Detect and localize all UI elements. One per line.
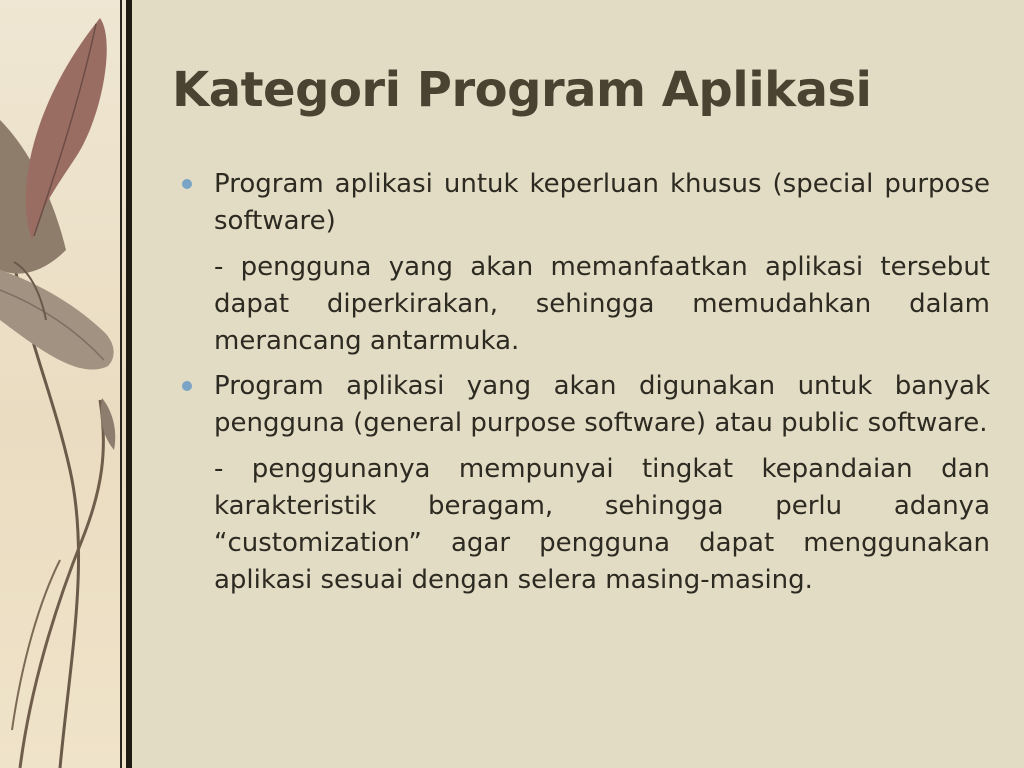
divider-bar — [126, 0, 132, 768]
bullet-dot-icon — [182, 179, 192, 189]
bullet-list — [182, 166, 990, 599]
bullet-detail: - penggunanya mempunyai tingkat kepandaian dan karakteristik beragam, sehingga perlu adanya “customization” agar pengguna dapat menggunakan aplikasi sesuai dengan selera masing-masing. — [214, 454, 990, 595]
bullet-text: Program aplikasi yang akan digunakan untuk banyak pengguna (general purpose software) atau public software. — [214, 371, 990, 438]
bullet-dot-icon — [182, 381, 192, 391]
decorative-side-panel — [0, 0, 128, 768]
list-item — [182, 368, 990, 599]
slide-title: Kategori Program Aplikasi — [172, 62, 872, 118]
divider-thin — [120, 0, 122, 768]
leaf-illustration — [0, 0, 128, 768]
list-item — [182, 166, 990, 360]
bullet-detail: - pengguna yang akan memanfaatkan aplikasi tersebut dapat diperkirakan, sehingga memudahkan dalam merancang antarmuka. — [214, 252, 990, 356]
bullet-text: Program aplikasi untuk keperluan khusus (special purpose software) — [214, 169, 990, 236]
